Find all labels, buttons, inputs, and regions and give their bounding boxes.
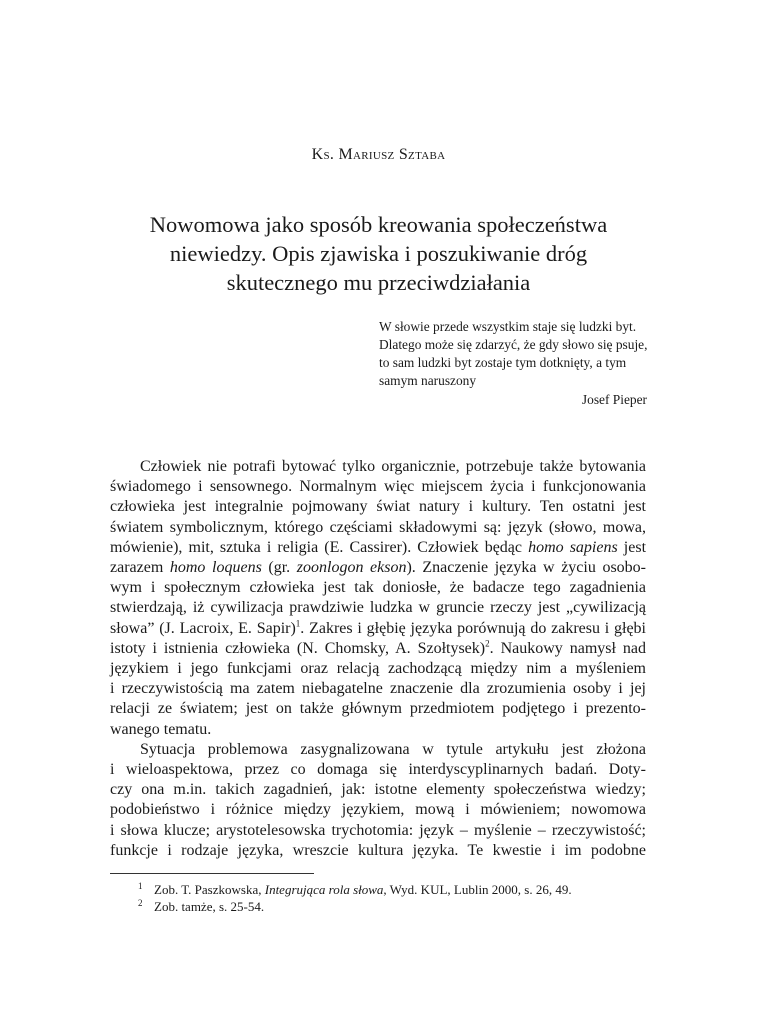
epigraph-line: samym naruszony [379,373,477,388]
paragraph-2 [110,740,646,861]
article-title [100,210,657,297]
text-line: wanego tematu. [110,720,212,738]
text-line: świadomego i sensownego. Normalnym więc miejscem życia i funkcjonowania [110,478,646,496]
footnote: 2 Zob. tamże, s. 25-54. [110,898,646,915]
text-line: istoty i istnienia człowieka (N. Chomsky, A. Szołtysek)$^2$. Naukowy namysł nad [110,638,647,657]
paragraph-1 [110,457,646,740]
title-line: Nowomowa jako sposób kreowania społeczeństwa [149,212,608,237]
epigraph [379,318,647,409]
footnote-ref: 2 [485,638,490,649]
text-line: i słowa klucze; arystotelesowska trychotomia: język – myślenie – rzeczywistość; [110,821,646,839]
italic-term: homo sapiens [528,538,618,556]
author-name: Ks. Mariusz Sztaba [311,146,446,163]
text-line: podobieństwo i różnice między językiem, mową i mówieniem; nowomowa [110,801,646,819]
text-line: i wieloaspektowa, przez co domaga się interdyscyplinarnych badań. Doty- [110,761,646,779]
text-line: słowa” (J. Lacroix, E. Sapir)$^1$. Zakres i głębię języka porównują do zakresu i głębi [110,618,647,637]
text-line: wym i społecznym człowieka jest tak doniosłe, że badacze tego zagadnienia [110,579,646,597]
text-line: światem symbolicznym, którego częściami składowymi są: język (słowo, mowa, [110,518,646,536]
text-line: człowieka jest integralnie pojmowany świat natury i kultury. Ten ostatni jest [110,498,646,516]
footnote: 1 Zob. T. Paszkowska, Integrująca rola słowa, Wyd. KUL, Lublin 2000, s. 26, 49. [110,881,646,898]
text-line: czy ona m.in. takich zagadnień, jak: istotne elementy społeczeństwa wiedzy; [110,781,646,799]
epigraph-source: Josef Pieper [581,392,647,407]
footnote-number: 2 [138,898,143,908]
body-text [110,457,646,861]
title-line: skutecznego mu przeciwdziałania [226,270,531,295]
italic-term: homo loquens [169,559,262,577]
footnote-separator [110,873,314,874]
text-line: i rzeczywistością ma zatem niebagatelne znaczenie dla zrozumienia osoby i jej [110,680,646,698]
text-line: funkcje i rodzaje języka, wreszcie kultura języka. Te kwestie i im podobne [110,841,646,859]
italic-term: Integrująca rola słowa [264,882,384,897]
text-line: stwierdzają, iż cywilizacja prawdziwie ludzka w gruncie rzeczy jest „cywilizacją [110,599,646,617]
text-line: Człowiek nie potrafi bytować tylko organicznie, potrzebuje także bytowania [140,458,646,475]
epigraph-line: Dlatego może się zdarzyć, że gdy słowo się psuje, [379,337,648,352]
footnotes [110,881,646,915]
epigraph-line: W słowie przede wszystkim staje się ludzki byt. [379,319,637,334]
italic-term: zoonlogon ekson [296,559,407,577]
text-line: zarazem homo loquens (gr. zoonlogon ekson). Znaczenie języka w życiu osobo- [110,559,646,577]
text-line: Sytuacja problemowa zasygnalizowana w tytule artykułu jest złożona [140,740,646,758]
epigraph-line: to sam ludzki byt zostaje tym dotknięty, a tym [379,355,627,370]
footnote-ref: 1 [295,618,301,629]
title-line: niewiedzy. Opis zjawiska i poszukiwanie dróg [169,241,588,266]
footnote-number: 1 [138,881,143,891]
text-line: językiem i jego funkcjami oraz relacją zachodzącą między nim a myśleniem [110,660,646,678]
text-line: mówienie), mit, sztuka i religia (E. Cassirer). Człowiek będąc homo sapiens jest [110,538,647,556]
text-line: relacji ze światem; jest on także głównym przedmiotem podjętego i prezento- [110,700,646,718]
